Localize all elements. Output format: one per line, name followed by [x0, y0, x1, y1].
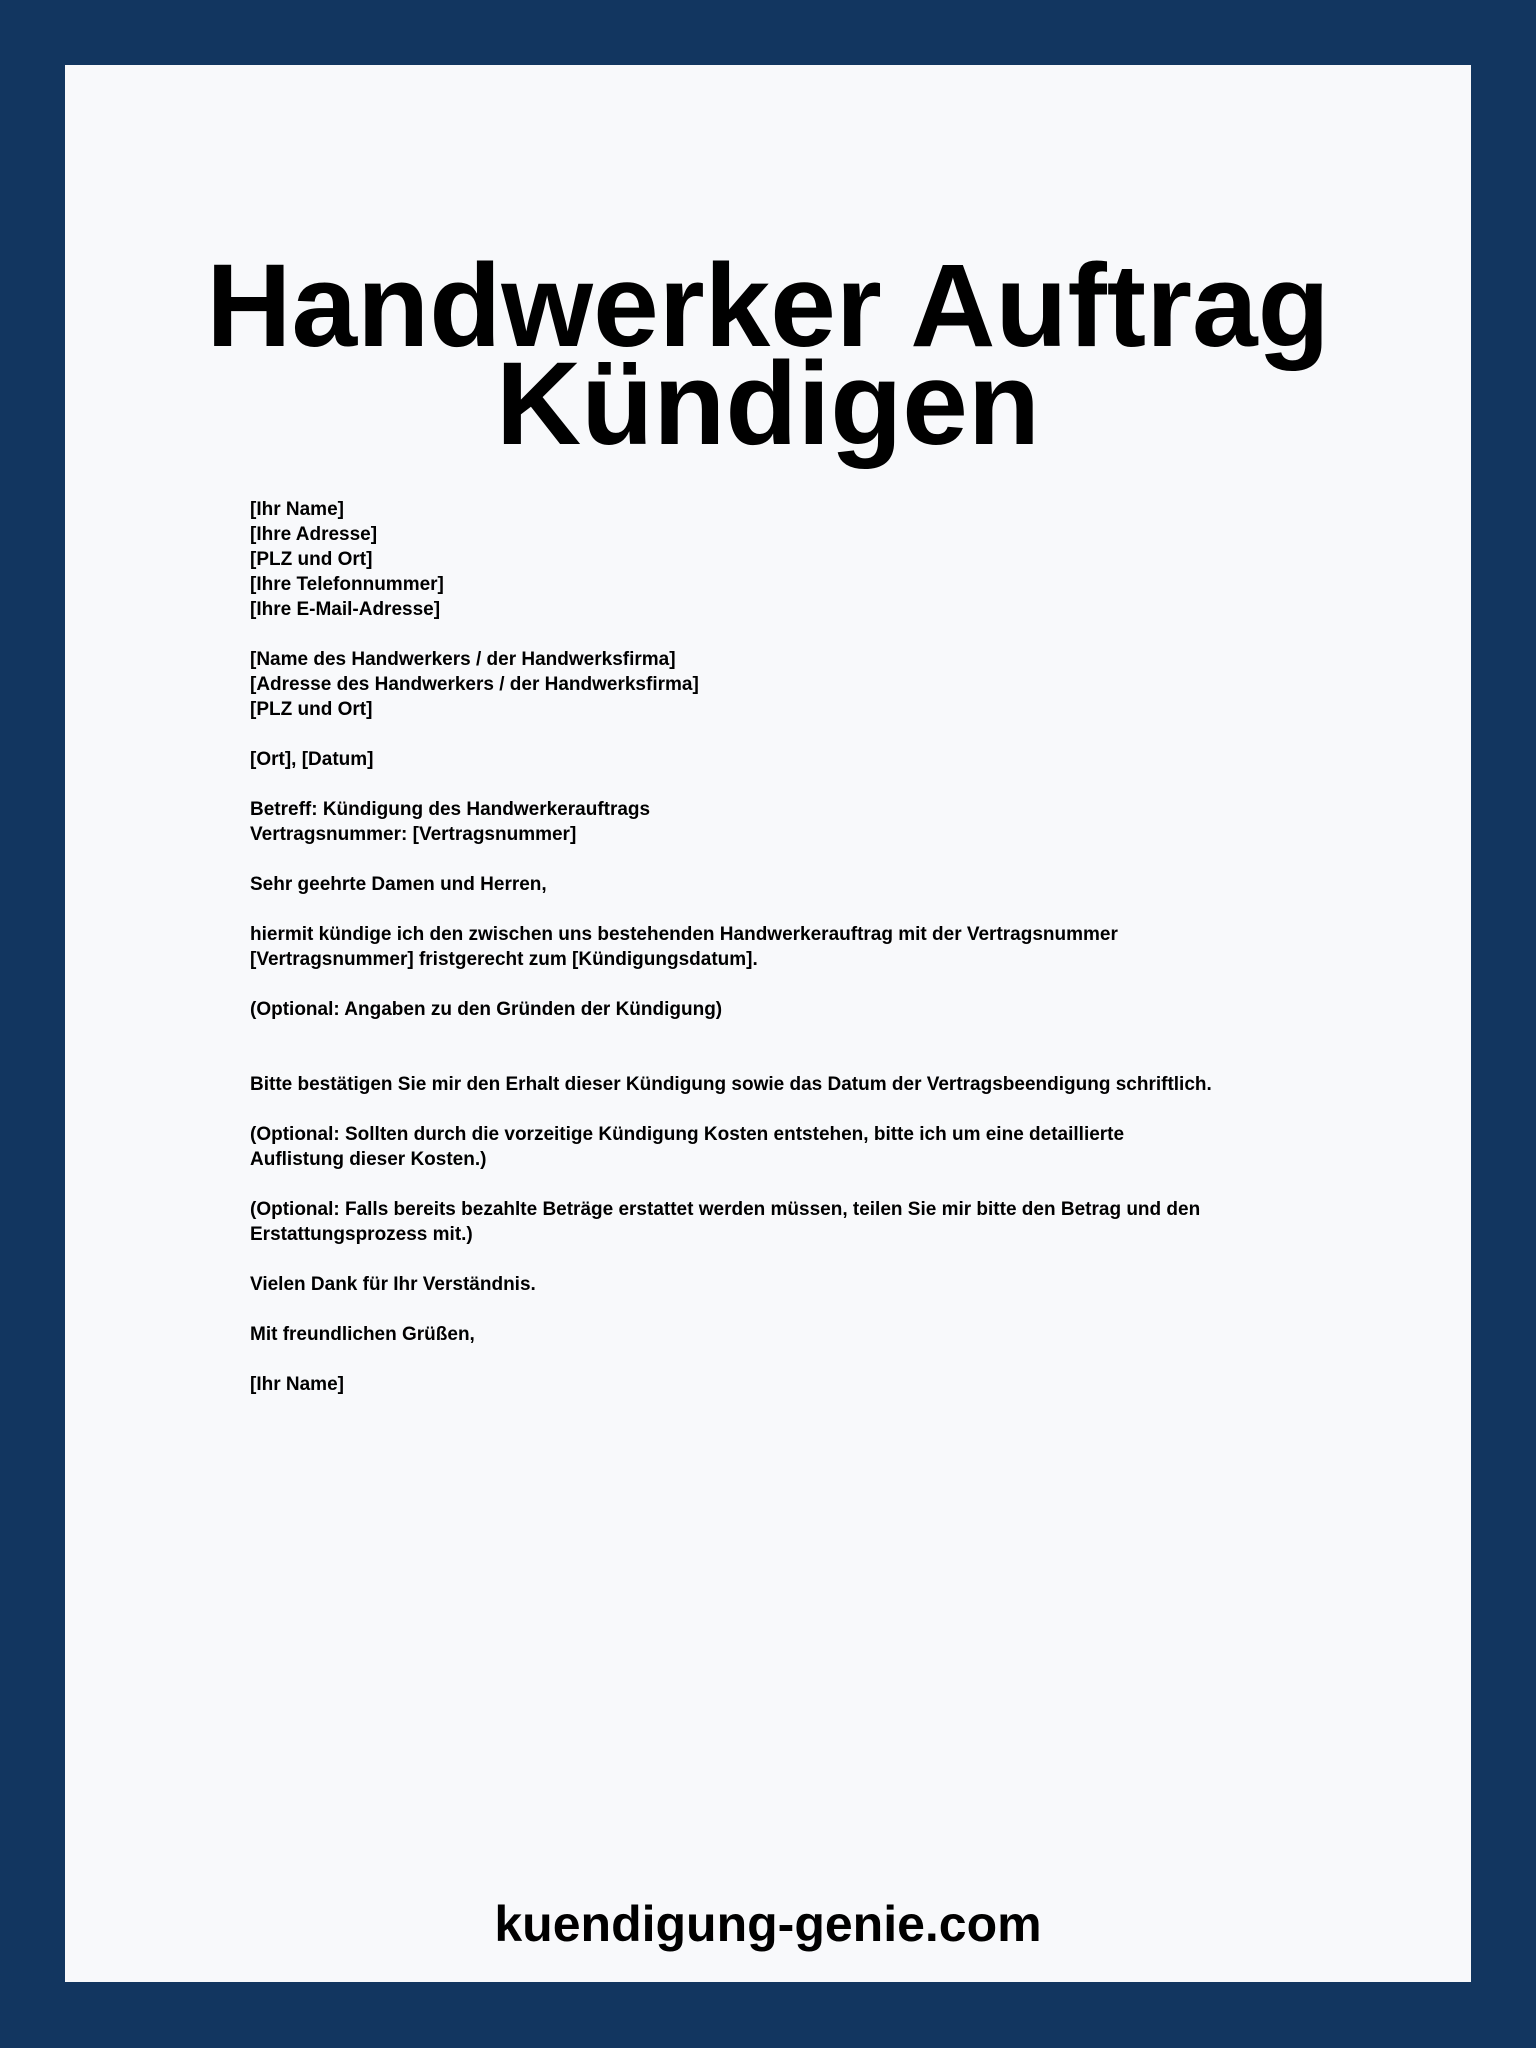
letter-line: Mit freundlichen Grüßen, [250, 1324, 475, 1345]
blank-line [250, 1297, 1350, 1322]
letter-line: Sehr geehrte Damen und Herren, [250, 874, 547, 895]
blank-line [250, 1097, 1350, 1122]
letter-line: (Optional: Sollten durch die vorzeitige Kündigung Kosten entstehen, bitte ich um eine detaillierte [250, 1124, 1125, 1145]
letter-line: (Optional: Angaben zu den Gründen der Kündigung) [250, 999, 723, 1020]
blank-line [250, 722, 1350, 747]
blank-line [250, 1047, 1350, 1072]
letter-line: Vertragsnummer: [Vertragsnummer] [250, 824, 577, 845]
letter-line: [Ihre Telefonnummer] [250, 574, 444, 595]
blank-line [250, 847, 1350, 872]
blank-line [250, 1347, 1350, 1372]
letter-line: Erstattungsprozess mit.) [250, 1224, 473, 1245]
blank-line [250, 897, 1350, 922]
blank-line [250, 972, 1350, 997]
letter-line: Vielen Dank für Ihr Verständnis. [250, 1274, 536, 1295]
letter-line: [Ihre Adresse] [250, 524, 378, 545]
letter-line: Betreff: Kündigung des Handwerkerauftrags [250, 799, 651, 820]
letter-line: hiermit kündige ich den zwischen uns bestehenden Handwerkerauftrag mit der Vertragsnummer [250, 924, 1118, 945]
letter-line: [PLZ und Ort] [250, 699, 373, 720]
blank-line [250, 772, 1350, 797]
letter-body [250, 497, 1350, 1397]
letter-line: [Ihr Name] [250, 499, 344, 520]
document-page [65, 65, 1471, 1982]
page-title [65, 240, 1471, 470]
letter-line: [Ort], [Datum] [250, 749, 374, 770]
letter-line: [Adresse des Handwerkers / der Handwerksfirma] [250, 674, 699, 695]
letter-line: Auflistung dieser Kosten.) [250, 1149, 487, 1170]
letter-line: [Ihre E-Mail-Adresse] [250, 599, 441, 620]
letter-line: Bitte bestätigen Sie mir den Erhalt dieser Kündigung sowie das Datum der Vertragsbeendigung schriftlich. [250, 1074, 1212, 1095]
blank-line [250, 1172, 1350, 1197]
letter-line: [Name des Handwerkers / der Handwerksfirma] [250, 649, 676, 670]
blank-line [250, 1022, 1350, 1047]
letter-line: (Optional: Falls bereits bezahlte Beträge erstattet werden müssen, teilen Sie mir bitte den Betrag und den [250, 1199, 1201, 1220]
letter-line: [Ihr Name] [250, 1374, 344, 1395]
letter-line: [Vertragsnummer] fristgerecht zum [Kündigungsdatum]. [250, 949, 758, 970]
blank-line [250, 1247, 1350, 1272]
title-line-1: Handwerker Auftrag [206, 240, 1330, 372]
letter-line: [PLZ und Ort] [250, 549, 373, 570]
footer-site: kuendigung-genie.com [494, 1896, 1042, 1952]
title-line-2: Kündigen [495, 338, 1041, 470]
blank-line [250, 622, 1350, 647]
